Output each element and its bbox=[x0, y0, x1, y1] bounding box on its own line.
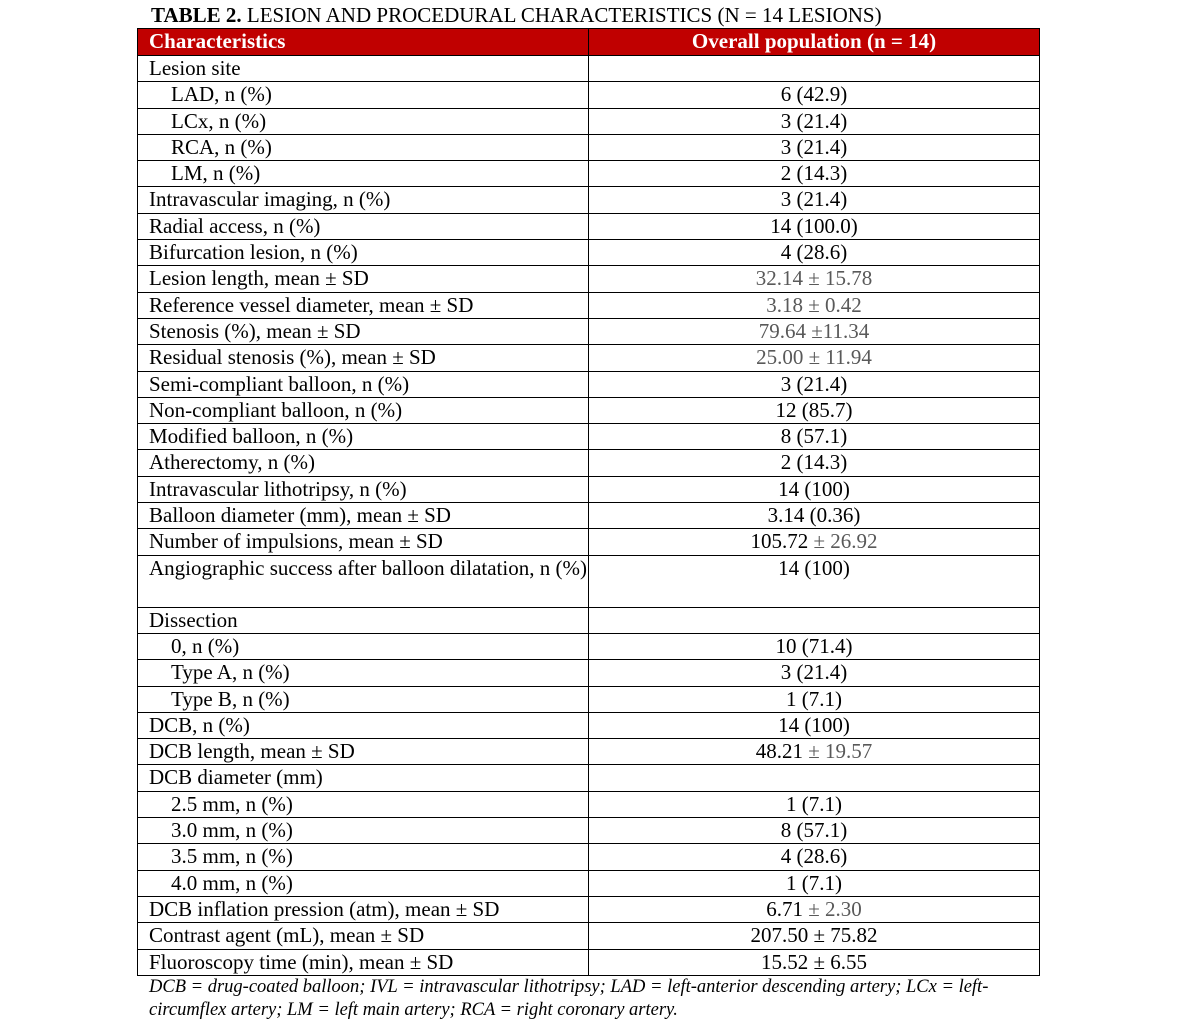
row-label: DCB length, mean ± SD bbox=[138, 739, 589, 765]
table-row bbox=[138, 161, 1040, 187]
row-value: 3 (21.4) bbox=[589, 660, 1040, 686]
table-header-row bbox=[138, 29, 1040, 56]
row-value: 1 (7.1) bbox=[589, 870, 1040, 896]
row-value-sd: ± 2.30 bbox=[808, 896, 862, 921]
row-label: Type B, n (%) bbox=[138, 686, 589, 712]
row-label: 3.5 mm, n (%) bbox=[138, 844, 589, 870]
row-label: DCB inflation pression (atm), mean ± SD bbox=[138, 896, 589, 922]
row-label: 0, n (%) bbox=[138, 633, 589, 659]
row-label: 3.0 mm, n (%) bbox=[138, 818, 589, 844]
row-label: Contrast agent (mL), mean ± SD bbox=[138, 923, 589, 949]
table-row bbox=[138, 397, 1040, 423]
table-row bbox=[138, 660, 1040, 686]
table-row bbox=[138, 607, 1040, 633]
row-label: Residual stenosis (%), mean ± SD bbox=[138, 345, 589, 371]
table-row bbox=[138, 633, 1040, 659]
row-value: 207.50 ± 75.82 bbox=[589, 923, 1040, 949]
row-value bbox=[589, 607, 1040, 633]
table-row bbox=[138, 450, 1040, 476]
row-label: Modified balloon, n (%) bbox=[138, 424, 589, 450]
row-label: 2.5 mm, n (%) bbox=[138, 791, 589, 817]
row-label: Stenosis (%), mean ± SD bbox=[138, 318, 589, 344]
table-footnote: DCB = drug-coated balloon; IVL = intravascular lithotripsy; LAD = left-anterior descending artery; LCx = left-circumflex artery; LM = left main artery; RCA = right coronary artery. bbox=[149, 977, 989, 1020]
table-row bbox=[138, 503, 1040, 529]
row-value: 3 (21.4) bbox=[589, 108, 1040, 134]
table-row bbox=[138, 371, 1040, 397]
row-label: 4.0 mm, n (%) bbox=[138, 870, 589, 896]
row-value: 12 (85.7) bbox=[589, 397, 1040, 423]
row-value: 8 (57.1) bbox=[589, 424, 1040, 450]
row-label: DCB, n (%) bbox=[138, 712, 589, 738]
characteristics-table bbox=[137, 28, 1040, 976]
table-row bbox=[138, 686, 1040, 712]
table-row bbox=[138, 82, 1040, 108]
row-value: 3.18 ± 0.42 bbox=[589, 292, 1040, 318]
row-label: Balloon diameter (mm), mean ± SD bbox=[138, 503, 589, 529]
row-value bbox=[589, 765, 1040, 791]
row-value: 25.00 ± 11.94 bbox=[589, 345, 1040, 371]
table-row bbox=[138, 424, 1040, 450]
row-value bbox=[589, 896, 1040, 922]
table-row bbox=[138, 134, 1040, 160]
row-value-mean: 6.71 bbox=[766, 896, 809, 921]
table-row bbox=[138, 712, 1040, 738]
row-value bbox=[589, 529, 1040, 555]
row-label: Lesion site bbox=[138, 56, 589, 82]
row-value: 14 (100) bbox=[589, 476, 1040, 502]
table-row bbox=[138, 318, 1040, 344]
row-label: LM, n (%) bbox=[138, 161, 589, 187]
table-row bbox=[138, 923, 1040, 949]
row-value-mean: 48.21 bbox=[755, 739, 809, 764]
table-row bbox=[138, 765, 1040, 791]
row-label: LCx, n (%) bbox=[138, 108, 589, 134]
row-value: 14 (100) bbox=[589, 555, 1040, 607]
row-label: Non-compliant balloon, n (%) bbox=[138, 397, 589, 423]
table-row bbox=[138, 240, 1040, 266]
row-label: LAD, n (%) bbox=[138, 82, 589, 108]
row-label: Type A, n (%) bbox=[138, 660, 589, 686]
row-label: Lesion length, mean ± SD bbox=[138, 266, 589, 292]
row-value: 14 (100) bbox=[589, 712, 1040, 738]
table-row bbox=[138, 476, 1040, 502]
row-value-sd: ± 26.92 bbox=[813, 529, 878, 554]
row-label: Number of impulsions, mean ± SD bbox=[138, 529, 589, 555]
row-label: DCB diameter (mm) bbox=[138, 765, 589, 791]
row-value: 2 (14.3) bbox=[589, 450, 1040, 476]
row-value: 4 (28.6) bbox=[589, 844, 1040, 870]
table-row bbox=[138, 345, 1040, 371]
row-value: 1 (7.1) bbox=[589, 791, 1040, 817]
header-overall-population: Overall population (n = 14) bbox=[589, 29, 1040, 56]
row-value: 2 (14.3) bbox=[589, 161, 1040, 187]
header-characteristics: Characteristics bbox=[138, 29, 589, 56]
row-value: 6 (42.9) bbox=[589, 82, 1040, 108]
row-label: Intravascular lithotripsy, n (%) bbox=[138, 476, 589, 502]
row-value bbox=[589, 56, 1040, 82]
row-label: Reference vessel diameter, mean ± SD bbox=[138, 292, 589, 318]
row-value: 14 (100.0) bbox=[589, 213, 1040, 239]
row-label: Semi-compliant balloon, n (%) bbox=[138, 371, 589, 397]
row-value: 15.52 ± 6.55 bbox=[589, 949, 1040, 975]
row-label: RCA, n (%) bbox=[138, 134, 589, 160]
table-row bbox=[138, 791, 1040, 817]
row-value: 10 (71.4) bbox=[589, 633, 1040, 659]
row-value-mean: 105.72 bbox=[750, 529, 814, 554]
row-value: 32.14 ± 15.78 bbox=[589, 266, 1040, 292]
row-label: Angiographic success after balloon dilatation, n (%) bbox=[138, 555, 589, 607]
row-label: Fluoroscopy time (min), mean ± SD bbox=[138, 949, 589, 975]
row-value: 8 (57.1) bbox=[589, 818, 1040, 844]
table-row bbox=[138, 56, 1040, 82]
row-value: 3 (21.4) bbox=[589, 134, 1040, 160]
table-row bbox=[138, 187, 1040, 213]
row-label: Dissection bbox=[138, 607, 589, 633]
table-caption: LESION AND PROCEDURAL CHARACTERISTICS (N = 14 LESIONS) bbox=[241, 3, 882, 27]
table-row bbox=[138, 292, 1040, 318]
table-row bbox=[138, 213, 1040, 239]
table-row bbox=[138, 739, 1040, 765]
table-row bbox=[138, 896, 1040, 922]
table-number: TABLE 2. bbox=[151, 3, 242, 27]
table-row bbox=[138, 529, 1040, 555]
table-title bbox=[151, 3, 882, 27]
row-label: Radial access, n (%) bbox=[138, 213, 589, 239]
table-row bbox=[138, 555, 1040, 607]
table-row bbox=[138, 949, 1040, 975]
row-value: 3 (21.4) bbox=[589, 187, 1040, 213]
row-value bbox=[589, 739, 1040, 765]
row-value-sd: ± 19.57 bbox=[808, 739, 873, 764]
row-value: 3 (21.4) bbox=[589, 371, 1040, 397]
table-row bbox=[138, 844, 1040, 870]
row-label: Bifurcation lesion, n (%) bbox=[138, 240, 589, 266]
table-row bbox=[138, 818, 1040, 844]
row-label: Atherectomy, n (%) bbox=[138, 450, 589, 476]
row-value: 1 (7.1) bbox=[589, 686, 1040, 712]
row-value: 4 (28.6) bbox=[589, 240, 1040, 266]
table-row bbox=[138, 870, 1040, 896]
row-value: 3.14 (0.36) bbox=[589, 503, 1040, 529]
table-row bbox=[138, 266, 1040, 292]
row-value: 79.64 ±11.34 bbox=[589, 318, 1040, 344]
table-row bbox=[138, 108, 1040, 134]
row-label: Intravascular imaging, n (%) bbox=[138, 187, 589, 213]
